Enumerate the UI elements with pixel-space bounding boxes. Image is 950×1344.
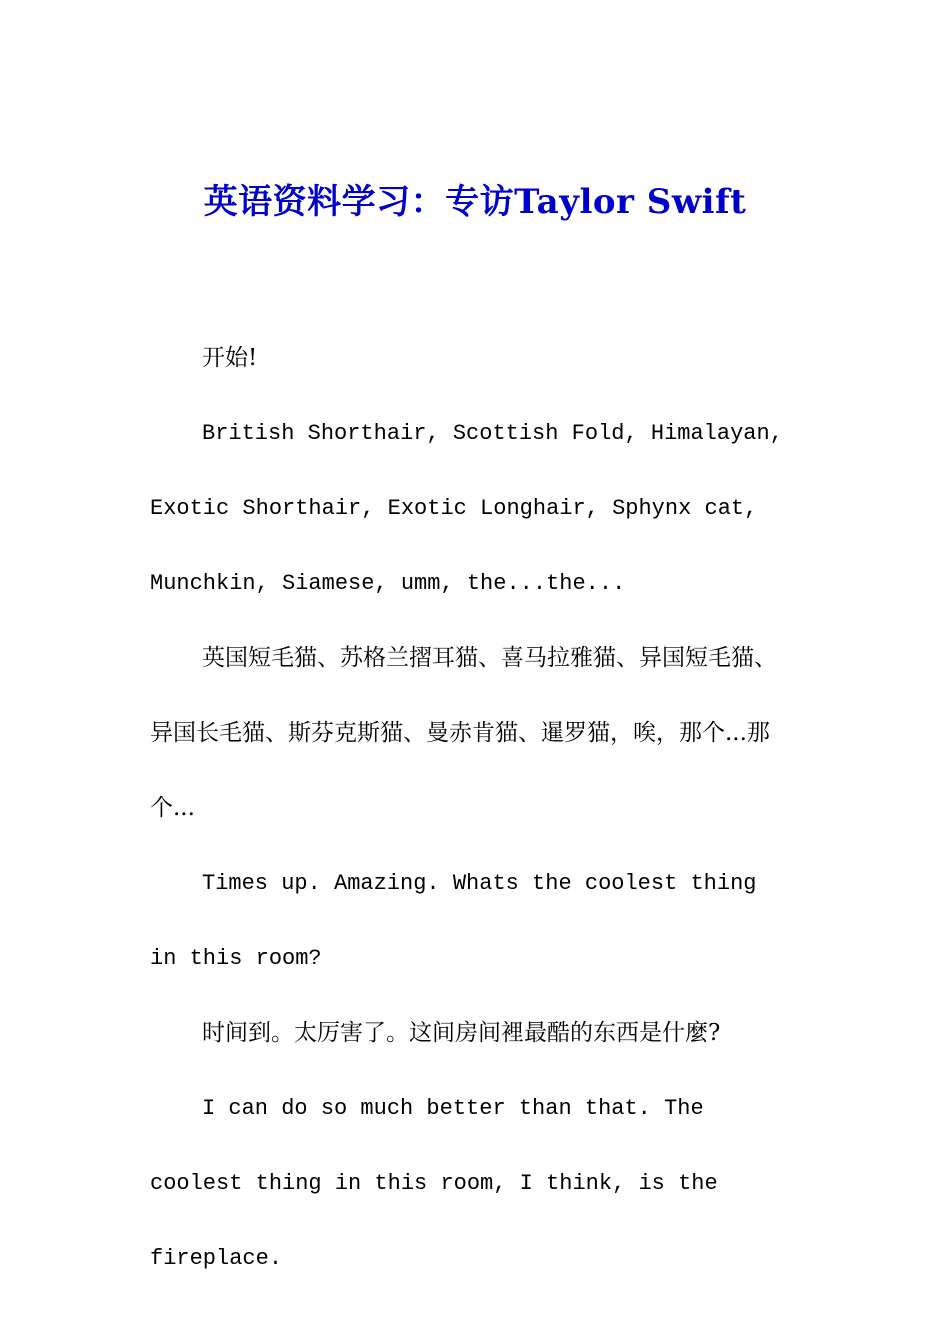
- paragraph-fireplace-answer-english: I can do so much better than that. The coolest thing in this room, I think, is the fireplace.: [150, 1096, 718, 1271]
- paragraph-start: 开始!: [202, 345, 258, 371]
- paragraph-coolest-thing-question-english: Times up. Amazing. Whats the coolest thing in this room?: [150, 871, 757, 971]
- paragraph-cat-breeds-chinese: 英国短毛猫、苏格兰摺耳猫、喜马拉雅猫、异国短毛猫、异国长毛猫、斯芬克斯猫、曼赤肯猫、暹罗猫，唉，那个...那个...: [150, 645, 777, 821]
- document-body: [150, 321, 790, 1296]
- paragraph-coolest-thing-question-chinese: 时间到。太厉害了。这间房间裡最酷的东西是什麼?: [202, 1020, 721, 1046]
- document-title: 英语资料学习：专访Taylor Swift: [203, 182, 747, 222]
- paragraph-cat-breeds-english: British Shorthair, Scottish Fold, Himalayan, Exotic Shorthair, Exotic Longhair, Sphynx cat, Munchkin, Siamese, umm, the...the...: [150, 421, 783, 596]
